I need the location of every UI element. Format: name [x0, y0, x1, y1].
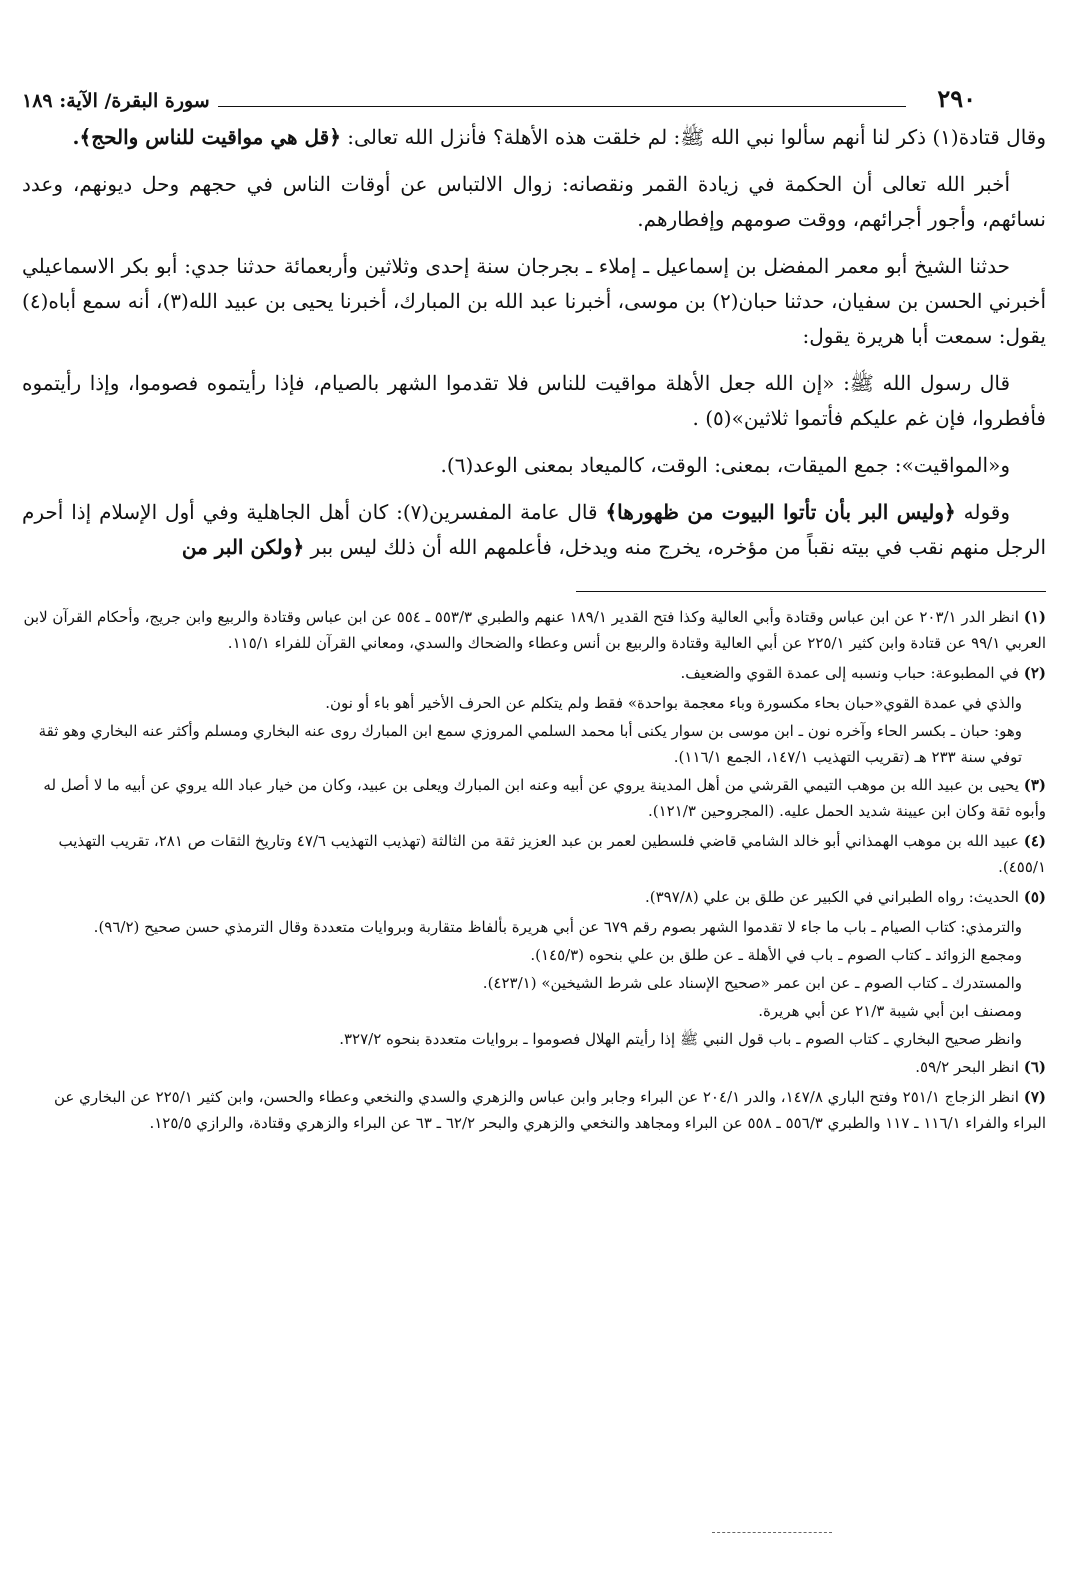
main-text	[22, 120, 1046, 565]
footnote	[22, 660, 1046, 686]
quran-quote: ﴿ولكن البر من	[181, 535, 305, 559]
footnote-number: (٢)	[1023, 664, 1046, 682]
footnote-number: (٦)	[1023, 1058, 1046, 1076]
paragraph-text: قال رسول الله ﷺ:	[843, 371, 1011, 395]
footnote-text: انظر الدر ٢٠٣/١ عن ابن عباس وقتادة وأبي العالية وكذا فتح القدير ١٨٩/١ عنهم والطبري ٥٥٣/٣ ـ ٥٥٤ عن ابن عباس وقتادة والربيع وابن جريج، وأحكام القرآن لابن العربي ٩٩/١ عن قتادة وابن كثير ٢٢٥/١ عن أبي العالية وقتادة والربيع بن أنس وعطاء والضحاك والسدي، ومعاني القرآن للفراء ١١٥/١.	[23, 608, 1046, 652]
paragraph: و«المواقيت»: جمع الميقات، بمعنى: الوقت، كالميعاد بمعنى الوعد(٦).	[440, 453, 1010, 477]
footnote-text: انظر الزجاج ٢٥١/١ وفتح الباري ١٤٧/٨، والدر ٢٠٤/١ عن البراء وجابر وابن عباس والزهري والسدي والنخعي وعطاء والحسن، وابن كثير ٢٢٥/١ عن البخاري عن البراء والفراء ١١٦/١ ـ ١١٧ والطبري ٥٥٦/٣ ـ ٥٥٨ عن البراء ومجاهد والنخعي والزهري والبحر ٦٢/٢ ـ ٦٣ عن البراء والزهري وقتادة، والرازي ١٢٥/٥.	[54, 1088, 1046, 1132]
footnote	[22, 970, 1046, 996]
quran-quote: ﴿وليس البر بأن تأتوا البيوت من ظهورها﴾	[605, 500, 956, 524]
footnote-number: (٥)	[1023, 888, 1046, 906]
footnote-number: (٤)	[1023, 832, 1046, 850]
footnotes	[22, 604, 1046, 1136]
footnote-text: ومصنف ابن أبي شيبة ٢١/٣ عن أبي هريرة.	[758, 1002, 1022, 1020]
footnote	[22, 942, 1046, 968]
footnote	[22, 828, 1046, 880]
hadith-quote: «إن الله جعل الأهلة مواقيت للناس فلا تقدموا الشهر بالصيام، فإذا رأيتموه فصوموا، وإذا رأيتموه فأفطروا، فإن غم عليكم فأتموا ثلاثين»(٥) .	[22, 371, 1046, 430]
paragraph	[22, 366, 1046, 436]
footnote	[22, 772, 1046, 824]
footnote-text: ومجمع الزوائد ـ كتاب الصوم ـ باب في الأهلة ـ عن طلق بن علي بنحوه (١٤٥/٣).	[530, 946, 1022, 964]
paragraph	[22, 495, 1046, 565]
footnote-text: والترمذي: كتاب الصيام ـ باب ما جاء لا تقدموا الشهر بصوم رقم ٦٧٩ عن أبي هريرة بألفاظ متقاربة وبروايات متعددة وقال الترمذي حسن صحيح (٩٦/٢).	[93, 918, 1022, 936]
paragraph	[22, 120, 1046, 155]
footnote	[22, 1026, 1046, 1052]
footnote	[22, 884, 1046, 910]
running-header	[22, 70, 1046, 120]
footnote-number: (٣)	[1023, 776, 1046, 794]
footnote-text: وانظر صحيح البخاري ـ كتاب الصوم ـ باب قول النبي ﷺ إذا رأيتم الهلال فصوموا ـ بروايات متعددة بنحوه ٣٢٧/٢.	[339, 1030, 1022, 1048]
page-content	[22, 70, 1046, 1140]
footnote-separator	[576, 591, 1046, 592]
quran-quote: ﴿قل هي مواقيت للناس والحج﴾.	[72, 125, 341, 149]
footnote-text: عبيد الله بن موهب الهمذاني أبو خالد الشامي قاضي فلسطين لعمر بن عبد العزيز ثقة من الثالثة (تهذيب التهذيب ٤٧/٦ وتاريخ الثقات ص ٢٨١، تقريب التهذيب ٤٥٥/١).	[58, 832, 1046, 876]
paragraph-text: وقال قتادة(١) ذكر لنا أنهم سألوا نبي الله ﷺ: لم خلقت هذه الأهلة؟ فأنزل الله تعالى:	[347, 125, 1046, 149]
footnote-text: والمستدرك ـ كتاب الصوم ـ عن ابن عمر «صحيح الإسناد على شرط الشيخين» (٤٢٣/١).	[482, 974, 1022, 992]
footnote	[22, 1054, 1046, 1080]
footnote	[22, 718, 1046, 770]
bottom-mark	[712, 1532, 832, 1533]
footnote-text: انظر البحر ٥٩/٢.	[915, 1058, 1019, 1076]
footnote-text: وهو: حبان ـ بكسر الحاء وآخره نون ـ ابن موسى بن سوار يكنى أبا محمد السلمي المروزي سمع ابن المبارك روى عنه البخاري ومسلم وأكثر عنه البخاري وهو ثقة توفي سنة ٢٣٣ هـ (تقريب التهذيب ١٤٧/١، الجمع ١١٦/١).	[38, 722, 1022, 766]
footnote-text: الحديث: رواه الطبراني في الكبير عن طلق بن علي (٣٩٧/٨).	[644, 888, 1019, 906]
footnote	[22, 914, 1046, 940]
paragraph: أخبر الله تعالى أن الحكمة في زيادة القمر ونقصانه: زوال الالتباس عن أوقات الناس في حجهم وحل ديونهم، وعدد نسائهم، وأجور أجرائهم، ووقت صومهم وإفطارهم.	[22, 172, 1046, 231]
footnote-text: يحيى بن عبيد الله بن موهب التيمي القرشي من أهل المدينة يروي عن أبيه وعنه ابن المبارك ويعلى بن عبيد، وكان من خيار عباد الله يروي عن أبيه ما لا أصل له وأبوه ثقة وكان ابن عيينة شديد الحمل عليه. (المجروحين ١٢١/٣).	[43, 776, 1046, 820]
page-number: ٢٩٠	[937, 84, 976, 113]
paragraph-text: وقوله	[963, 500, 1011, 524]
footnote-number: (٧)	[1023, 1088, 1046, 1106]
footnote-number: (١)	[1023, 608, 1046, 626]
footnote	[22, 690, 1046, 716]
surah-label: سورة البقرة/ الآية: ١٨٩	[22, 90, 210, 112]
paragraph-text: قال عامة المفسرين(٧): كان أهل الجاهلية وفي أول الإسلام إذا أحرم الرجل منهم نقب في بيته نقباً من مؤخره، يخرج منه ويدخل، فأعلمهم الله أن ذلك ليس ببر	[22, 500, 1046, 559]
header-rule	[218, 106, 906, 107]
footnote-text: والذي في عمدة القوي«حبان بحاء مكسورة وباء معجمة بواحدة» فقط ولم يتكلم عن الحرف الأخير أهو باء أو نون.	[325, 694, 1022, 712]
footnote	[22, 998, 1046, 1024]
paragraph: حدثنا الشيخ أبو معمر المفضل بن إسماعيل ـ إملاء ـ بجرجان سنة إحدى وثلاثين وأربعمائة حدثنا جدي: أبو بكر الاسماعيلي أخبرني الحسن بن سفيان، حدثنا حبان(٢) بن موسى، أخبرنا عبد الله بن المبارك، أخبرنا يحيى بن عبيد الله(٣)، أنه سمع أباه(٤) يقول: سمعت أبا هريرة يقول:	[22, 254, 1046, 348]
footnote	[22, 604, 1046, 656]
footnote-text: في المطبوعة: حباب ونسبه إلى عمدة القوي والضعيف.	[680, 664, 1019, 682]
footnote	[22, 1084, 1046, 1136]
